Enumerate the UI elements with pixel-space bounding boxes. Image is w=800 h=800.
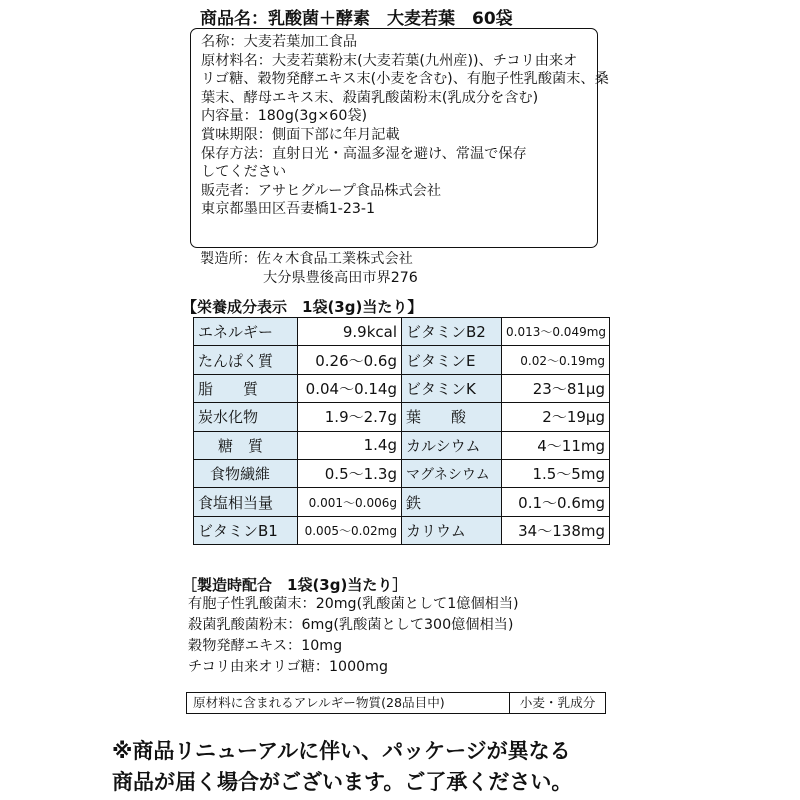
formulation-line-2: 殺菌乳酸菌粉末：6mg(乳酸菌として300億個相当): [188, 617, 514, 633]
nutrient-label: カリウム: [402, 516, 502, 544]
spec-ingredients-line-1: 原材料名：大麦若葉粉末(大麦若葉(九州産))、チコリ由来オ: [201, 52, 578, 69]
formulation-heading: ［製造時配合 1袋(3g)当たり］: [182, 576, 408, 594]
product-spec-box: [190, 28, 609, 248]
nutrient-label: 脂 質: [194, 374, 298, 402]
nutrient-value: 1.9～2.7g: [298, 403, 402, 431]
nutrient-value: 23～81μg: [502, 374, 610, 402]
nutrient-label: 鉄: [402, 488, 502, 516]
nutrient-value: 0.013～0.049mg: [502, 318, 610, 346]
table-row: [194, 459, 610, 487]
nutrition-heading: 【栄養成分表示 1袋(3g)当たり】: [182, 298, 423, 316]
nutrient-value: 2～19μg: [502, 403, 610, 431]
spec-seller-line-2: 東京都墨田区吾妻橋1-23-1: [201, 201, 376, 218]
allergen-box: [186, 692, 606, 714]
nutrient-value: 0.5～1.3g: [298, 459, 402, 487]
notice-line-1: ※商品リニューアルに伴い、パッケージが異なる: [112, 739, 571, 763]
table-row: [194, 431, 610, 459]
manufacturer-line-2: 大分県豊後高田市界276: [263, 269, 418, 286]
allergen-label: 原材料に含まれるアレルギー物質(28品目中): [187, 693, 510, 713]
spec-ingredients-line-2: リゴ糖、穀物発酵エキス末(小麦を含む)、有胞子性乳酸菌末、桑: [201, 71, 609, 88]
formulation-line-1: 有胞子性乳酸菌末：20mg(乳酸菌として1億個相当): [188, 596, 519, 612]
nutrient-label: ビタミンB2: [402, 318, 502, 346]
spec-name: 名称：大麦若葉加工食品: [201, 34, 358, 50]
spec-ingredients-line-3: 葉末、酵母エキス末、殺菌乳酸菌粉末(乳成分を含む): [201, 89, 539, 106]
manufacturer-line-1: 製造所：佐々木食品工業株式会社: [200, 251, 413, 267]
formulation-list: [188, 594, 519, 678]
nutrient-label: カルシウム: [402, 431, 502, 459]
table-row: [194, 488, 610, 516]
product-title: 商品名：乳酸菌＋酵素 大麦若葉 60袋: [200, 9, 513, 29]
spec-content: 内容量：180g(3g×60袋): [201, 108, 368, 125]
manufacturer-info: [200, 250, 418, 287]
allergen-value: 小麦・乳成分: [519, 695, 596, 710]
nutrient-label: 食塩相当量: [194, 488, 298, 516]
nutrient-value: 0.005～0.02mg: [298, 516, 402, 544]
nutrient-label: 糖 質: [194, 431, 298, 459]
spec-seller-line-1: 販売者：アサヒグループ食品株式会社: [201, 182, 442, 199]
notice-line-2: 商品が届く場合がございます。ご了承ください。: [112, 770, 573, 794]
spec-storage-line-1: 保存方法：直射日光・高温多湿を避け、常温で保存: [201, 145, 527, 162]
nutrient-value: 0.001～0.006g: [298, 488, 402, 516]
nutrient-value: 0.1～0.6mg: [502, 488, 610, 516]
table-row: [194, 516, 610, 544]
table-row: [194, 374, 610, 402]
nutrient-value: 0.04～0.14g: [298, 374, 402, 402]
nutrient-value: 0.02～0.19mg: [502, 346, 610, 374]
nutrient-label: マグネシウム: [402, 459, 502, 487]
nutrient-label: 食物繊維: [194, 459, 298, 487]
nutrition-table: [193, 317, 610, 545]
table-row: [194, 403, 610, 431]
nutrient-label: エネルギー: [194, 318, 298, 346]
nutrient-value: 9.9kcal: [298, 318, 402, 346]
nutrient-value: 1.4g: [298, 431, 402, 459]
spec-expiry: 賞味期限：側面下部に年月記載: [201, 126, 400, 143]
formulation-line-4: チコリ由来オリゴ糖：1000mg: [188, 659, 388, 675]
nutrient-value: 4～11mg: [502, 431, 610, 459]
table-row: [194, 318, 610, 346]
nutrient-label: ビタミンB1: [194, 516, 298, 544]
nutrient-value: 0.26～0.6g: [298, 346, 402, 374]
table-row: [194, 346, 610, 374]
nutrient-label: 炭水化物: [194, 403, 298, 431]
nutrient-label: ビタミンE: [402, 346, 502, 374]
renewal-notice: [112, 736, 732, 798]
nutrient-label: たんぱく質: [194, 346, 298, 374]
formulation-line-3: 穀物発酵エキス：10mg: [188, 638, 343, 654]
nutrient-value: 1.5～5mg: [502, 459, 610, 487]
nutrient-label: 葉 酸: [402, 403, 502, 431]
nutrient-label: ビタミンK: [402, 374, 502, 402]
spec-storage-line-2: してください: [201, 164, 287, 181]
nutrient-value: 34～138mg: [502, 516, 610, 544]
